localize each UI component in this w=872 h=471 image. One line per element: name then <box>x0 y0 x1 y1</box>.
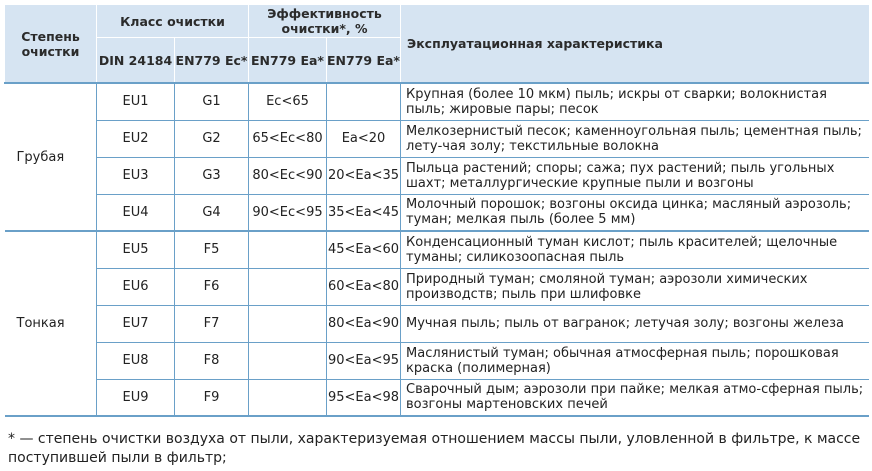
din-cell: EU7 <box>97 305 175 342</box>
table-row <box>5 231 869 268</box>
desc-cell: Конденсационный туман кислот; пыль красителей; щелочные туманы; силикозоопасная пыль <box>401 231 869 268</box>
din-cell: EU6 <box>97 268 175 305</box>
footnote: * — степень очистки воздуха от пыли, характеризуемая отношением массы пыли, уловленной в фильтре, к массе поступившей пыли в фильтр; <box>8 431 861 466</box>
ec-cell: 80<Ec<90 <box>249 157 327 194</box>
ec-cell <box>249 379 327 416</box>
din-cell: EU3 <box>97 157 175 194</box>
header-en779-class: EN779 Ec* <box>175 38 249 84</box>
en-cell: F8 <box>175 342 249 379</box>
header-din: DIN 24184 <box>97 38 175 84</box>
header-class-group: Класс очистки <box>97 5 249 38</box>
en-cell: G2 <box>175 120 249 157</box>
degree-cell: Тонкая <box>5 231 97 416</box>
din-cell: EU9 <box>97 379 175 416</box>
desc-cell: Маслянистый туман; обычная атмосферная пыль; порошковая краска (полимерная) <box>401 342 869 379</box>
header-degree: Степень очистки <box>5 5 97 84</box>
desc-cell: Пыльца растений; споры; сажа; пух растений; пыль угольных шахт; металлургические крупные пыли и возгоны <box>401 157 869 194</box>
ec-cell: 90<Ec<95 <box>249 194 327 231</box>
ec-cell: 65<Ec<80 <box>249 120 327 157</box>
en-cell: G1 <box>175 83 249 120</box>
ea-cell: 35<Ea<45 <box>327 194 401 231</box>
table-row <box>5 157 869 194</box>
ea-cell: 45<Ea<60 <box>327 231 401 268</box>
ea-cell <box>327 83 401 120</box>
desc-cell: Молочный порошок; возгоны оксида цинка; масляный аэрозоль; туман; мелкая пыль (более 5 мм) <box>401 194 869 231</box>
degree-cell: Грубая <box>5 83 97 231</box>
header-efficiency-group: Эффективность очистки*, % <box>249 5 401 38</box>
en-cell: G4 <box>175 194 249 231</box>
ea-cell: 80<Ea<90 <box>327 305 401 342</box>
table-header <box>5 5 869 84</box>
desc-cell: Мучная пыль; пыль от вагранок; летучая золу; возгоны железа <box>401 305 869 342</box>
ea-cell: 20<Ea<35 <box>327 157 401 194</box>
en-cell: F7 <box>175 305 249 342</box>
table-row <box>5 268 869 305</box>
ea-cell: Ea<20 <box>327 120 401 157</box>
ec-cell: Ec<65 <box>249 83 327 120</box>
din-cell: EU1 <box>97 83 175 120</box>
ea-cell: 90<Ea<95 <box>327 342 401 379</box>
ea-cell: 95<Ea<98 <box>327 379 401 416</box>
din-cell: EU4 <box>97 194 175 231</box>
ec-cell <box>249 342 327 379</box>
desc-cell: Сварочный дым; аэрозоли при пайке; мелкая атмо-сферная пыль; возгоны мартеновских печей <box>401 379 869 416</box>
din-cell: EU2 <box>97 120 175 157</box>
ec-cell <box>249 231 327 268</box>
table-row <box>5 120 869 157</box>
table-row <box>5 194 869 231</box>
din-cell: EU5 <box>97 231 175 268</box>
table-row <box>5 83 869 120</box>
en-cell: F6 <box>175 268 249 305</box>
table-body <box>5 83 869 416</box>
ea-cell: 60<Ea<80 <box>327 268 401 305</box>
desc-cell: Мелкозернистый песок; каменноугольная пыль; цементная пыль; лету-чая золу; текстильные волокна <box>401 120 869 157</box>
header-en779-ec: EN779 Ea* <box>249 38 327 84</box>
ec-cell <box>249 305 327 342</box>
en-cell: F5 <box>175 231 249 268</box>
table-row <box>5 305 869 342</box>
en-cell: G3 <box>175 157 249 194</box>
table-row <box>5 342 869 379</box>
desc-cell: Крупная (более 10 мкм) пыль; искры от сварки; волокнистая пыль; жировые пары; песок <box>401 83 869 120</box>
en-cell: F9 <box>175 379 249 416</box>
table-row <box>5 379 869 416</box>
ec-cell <box>249 268 327 305</box>
desc-cell: Природный туман; смоляной туман; аэрозоли химических производств; пыль при шлифовке <box>401 268 869 305</box>
header-characteristics: Эксплуатационная характеристика <box>401 5 869 84</box>
filter-classes-table <box>4 4 869 417</box>
din-cell: EU8 <box>97 342 175 379</box>
header-en779-ea: EN779 Ea* <box>327 38 401 84</box>
